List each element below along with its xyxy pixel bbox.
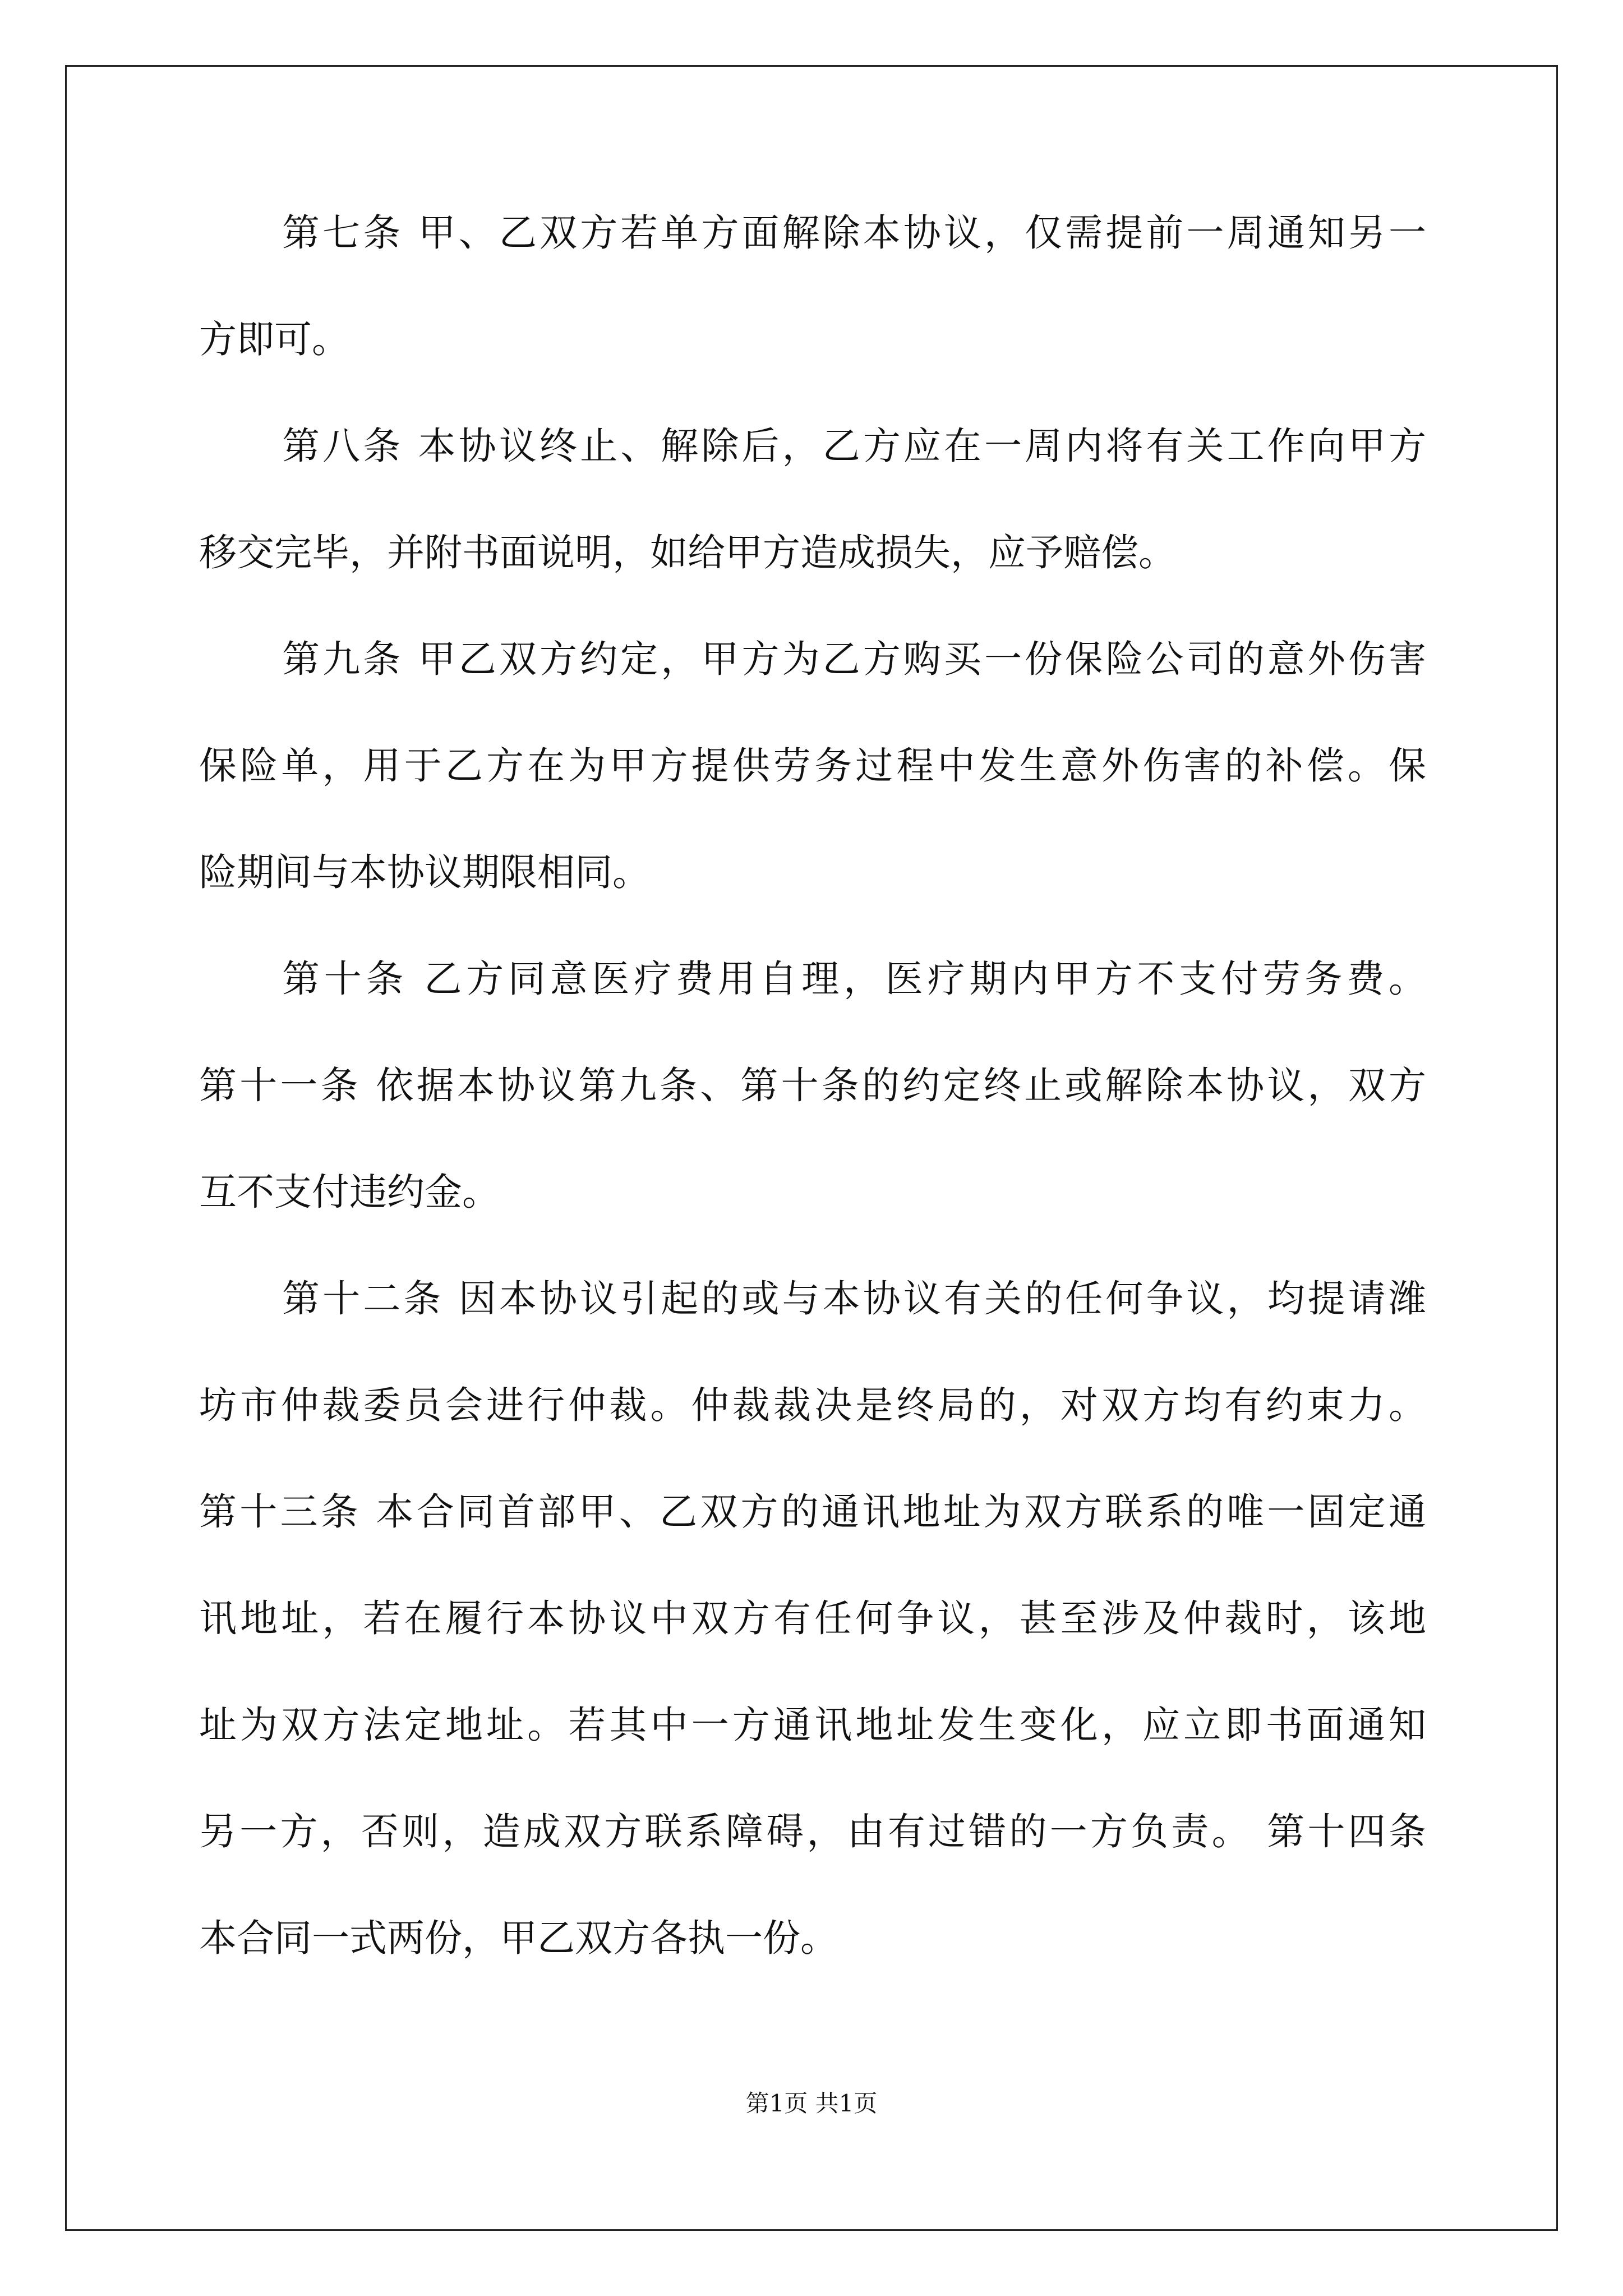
text-line: 保险单，用于乙方在为甲方提供劳务过程中发生意外伤害的补偿。保 [199,744,1426,788]
text-line: 互不支付违约金。 [199,1170,500,1214]
text-line: 方即可。 [199,318,349,361]
text-line: 本合同一式两份，甲乙双方各执一份。 [199,1916,838,1960]
text-line: 险期间与本协议期限相同。 [199,850,650,894]
text-line: 第七条 甲、乙双方若单方面解除本协议，仅需提前一周通知另一 [282,211,1426,255]
text-line: 第十三条 本合同首部甲、乙双方的通讯地址为双方联系的唯一固定通 [199,1490,1426,1534]
text-line: 址为双方法定地址。若其中一方通讯地址发生变化，应立即书面通知 [199,1703,1426,1747]
text-line: 第十二条 因本协议引起的或与本协议有关的任何争议，均提请潍 [282,1277,1426,1320]
text-line: 第九条 甲乙双方约定，甲方为乙方购买一份保险公司的意外伤害 [282,637,1426,681]
text-line: 第八条 本协议终止、解除后，乙方应在一周内将有关工作向甲方 [282,424,1426,468]
document-body [199,208,1426,2019]
text-line: 移交完毕，并附书面说明，如给甲方造成损失，应予赔偿。 [199,531,1176,574]
text-line: 第十一条 依据本协议第九条、第十条的约定终止或解除本协议，双方 [199,1064,1426,1107]
page-number-footer: 第1页 共1页 [745,2090,878,2117]
text-line: 另一方，否则，造成双方联系障碍，由有过错的一方负责。 第十四条 [199,1810,1426,1853]
text-line: 讯地址，若在履行本协议中双方有任何争议，甚至涉及仲裁时，该地 [199,1596,1426,1640]
text-line: 第十条 乙方同意医疗费用自理，医疗期内甲方不支付劳务费。 [282,957,1426,1001]
text-line: 坊市仲裁委员会进行仲裁。仲裁裁决是终局的，对双方均有约束力。 [199,1383,1426,1427]
